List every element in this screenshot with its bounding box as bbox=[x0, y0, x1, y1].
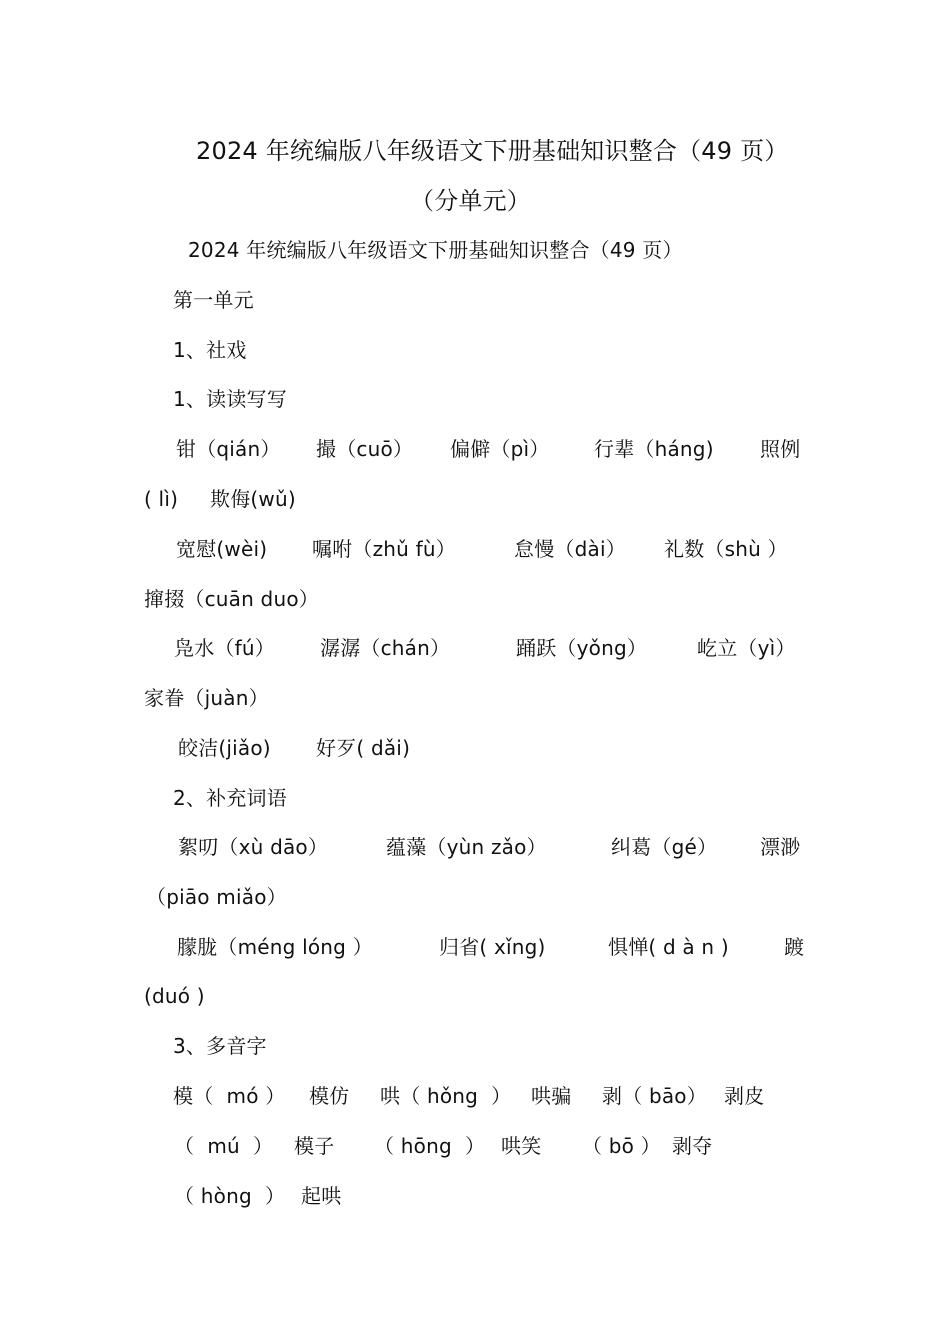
vocab-entry: 踊跃（yǒng） bbox=[516, 636, 648, 660]
polyphonic-reading: （ hōng ） bbox=[374, 1134, 486, 1158]
vocab-entry: 絮叨（xù dāo） bbox=[178, 835, 329, 859]
vocab-entry: 归省( xǐng) bbox=[439, 935, 546, 959]
vocab-entry: 潺潺（chán） bbox=[320, 636, 451, 660]
document-title-line-1: 2024 年统编版八年级语文下册基础知识整合（49 页） bbox=[196, 137, 789, 165]
vocab-entry: 家眷（juàn） bbox=[144, 686, 269, 710]
polyphonic-word: 哄骗 bbox=[531, 1084, 572, 1108]
vocab-entry: 惧惮( d à n ) bbox=[608, 935, 729, 959]
lesson-heading: 1、社戏 bbox=[173, 338, 247, 362]
section-heading-supplementary: 2、补充词语 bbox=[173, 786, 287, 810]
vocab-entry: （piāo miǎo） bbox=[146, 885, 287, 909]
polyphonic-reading: （ hòng ） bbox=[174, 1184, 286, 1208]
vocab-entry: 嘱咐（zhǔ fù） bbox=[312, 537, 456, 561]
polyphonic-reading: 模（ mó ） bbox=[173, 1084, 286, 1108]
vocab-entry: 漂渺 bbox=[760, 835, 801, 859]
polyphonic-reading: 哄（ hǒng ） bbox=[380, 1084, 512, 1108]
vocab-entry: 好歹( dǎi) bbox=[316, 736, 411, 760]
vocab-entry: 朦胧（méng lóng ） bbox=[177, 935, 373, 959]
vocab-entry: 钳（qián） bbox=[176, 437, 281, 461]
vocab-entry: 撮（cuō） bbox=[316, 437, 414, 461]
section-heading-polyphonic: 3、多音字 bbox=[173, 1034, 267, 1058]
polyphonic-word: 起哄 bbox=[301, 1184, 342, 1208]
vocab-entry: 偏僻（pì） bbox=[450, 437, 550, 461]
vocab-entry: 皎洁(jiǎo) bbox=[178, 736, 271, 760]
document-title-line-2: （分单元） bbox=[410, 187, 531, 215]
vocab-entry: 欺侮(wǔ) bbox=[210, 487, 296, 511]
vocab-entry: 屹立（yì） bbox=[697, 636, 796, 660]
vocab-entry: 凫水（fú） bbox=[174, 636, 275, 660]
section-heading-read-write: 1、读读写写 bbox=[173, 387, 287, 411]
polyphonic-word: 哄笑 bbox=[501, 1134, 542, 1158]
unit-heading: 第一单元 bbox=[173, 288, 254, 312]
vocab-entry: 礼数（shù ） bbox=[664, 537, 788, 561]
vocab-entry: (duó ) bbox=[144, 984, 205, 1008]
vocab-entry: 行辈（háng) bbox=[594, 437, 714, 461]
polyphonic-reading: 剥（ bāo） bbox=[602, 1084, 707, 1108]
polyphonic-word: 模子 bbox=[294, 1134, 335, 1158]
polyphonic-word: 模仿 bbox=[309, 1084, 350, 1108]
vocab-entry: 纠葛（gé） bbox=[611, 835, 718, 859]
vocab-entry: 照例 bbox=[760, 437, 801, 461]
polyphonic-reading: （ mú ） bbox=[174, 1134, 274, 1158]
vocab-entry: 蕴藻（yùn zǎo） bbox=[386, 835, 547, 859]
vocab-entry: ( lì) bbox=[144, 487, 179, 511]
document-subtitle: 2024 年统编版八年级语文下册基础知识整合（49 页） bbox=[188, 238, 683, 262]
vocab-entry: 撺掇（cuān duo） bbox=[144, 587, 319, 611]
polyphonic-reading: （ bō ） bbox=[582, 1134, 661, 1158]
vocab-entry: 怠慢（dài） bbox=[514, 537, 626, 561]
polyphonic-word: 剥夺 bbox=[672, 1134, 713, 1158]
vocab-entry: 宽慰(wèi) bbox=[176, 537, 268, 561]
vocab-entry: 踱 bbox=[784, 935, 805, 959]
polyphonic-word: 剥皮 bbox=[724, 1084, 765, 1108]
